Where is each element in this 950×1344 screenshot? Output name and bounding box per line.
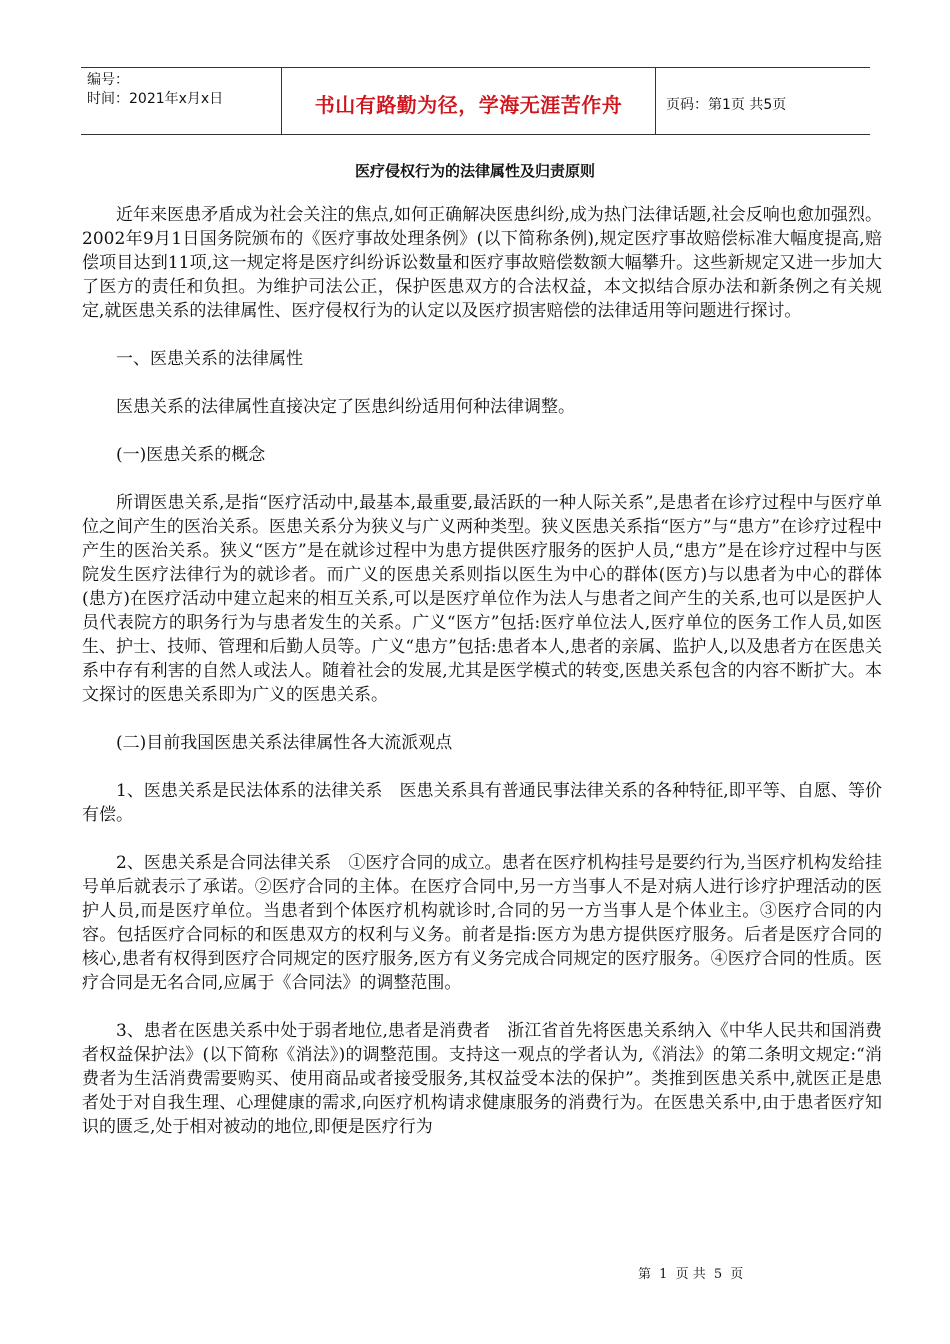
section-heading-1: 一、医患关系的法律属性: [116, 349, 303, 369]
subsection-heading-2: (二)目前我国医患关系法律属性各大流派观点: [116, 733, 453, 753]
paragraph-section-1-intro: 医患关系的法律属性直接决定了医患纠纷适用何种法律调整。: [116, 397, 575, 417]
document-title: 医疗侵权行为的法律属性及归责原则: [354, 162, 595, 180]
footer-page-suffix: 页: [730, 1267, 744, 1282]
header-meta: [81, 68, 282, 134]
footer-page-prefix: 第: [638, 1267, 652, 1282]
paragraph-view-3: 3、患者在医患关系中处于弱者地位,患者是消费者 浙江省首先将医患关系纳入《中华人民共和国消费者权益保护法》(以下简称《消法》)的调整范围。支持这一观点的学者认为,《消法》的第二条明文规定:“消费者为生活消费需要购买、使用商品或者接受服务,其权益受本法的保护”。类推到医患关系中,就医正是患者处于对自我生理、心理健康的需求,向医疗机构请求健康服务的消费行为。在医患关系中,由于患者医疗知识的匮乏,处于相对被动的地位,即便是医疗行为: [82, 1021, 882, 1137]
paragraph-intro: 近年来医患矛盾成为社会关注的焦点,如何正确解决医患纠纷,成为热门法律话题,社会反响也愈加强烈。2002年9月1日国务院颁布的《医疗事故处理条例》(以下简称条例),规定医疗事故赔偿标准大幅度提高,赔偿项目达到11项,这一规定将是医疗纠纷诉讼数量和医疗事故赔偿数额大幅攀升。这些新规定又进一步加大了医方的责任和负担。为维护司法公正，保护医患双方的合法权益，本文拟结合原办法和新条例之有关规定,就医患关系的法律属性、医疗侵权行为的认定以及医疗损害赔偿的法律适用等问题进行探讨。: [82, 205, 882, 321]
document-time-label: 时间：2021年x月x日: [87, 91, 224, 107]
header-motto: 书山有路勤为径，学海无涯苦作舟: [282, 68, 656, 134]
page-header: [81, 67, 870, 135]
paragraph-view-2: 2、医患关系是合同法律关系 ①医疗合同的成立。患者在医疗机构挂号是要约行为,当医疗机构发给挂号单后就表示了承诺。②医疗合同的主体。在医疗合同中,另一方当事人不是对病人进行诊疗护理活动的医护人员,而是医疗单位。当患者到个体医疗机构就诊时,合同的另一方当事人是个体业主。③医疗合同的内容。包括医疗合同标的和医患双方的权利与义务。前者是指:医方为患方提供医疗服务。后者是医疗合同的核心,患者有权得到医疗合同规定的医疗服务,医方有义务完成合同规定的医疗服务。④医疗合同的性质。医疗合同是无名合同,应属于《合同法》的调整范围。: [82, 853, 882, 993]
footer-page-total: 5: [713, 1267, 723, 1282]
footer-page-middle: 页 共: [675, 1267, 706, 1282]
subsection-heading-1: (一)医患关系的概念: [116, 445, 266, 465]
page-footer: [636, 1263, 745, 1282]
paragraph-view-1: 1、医患关系是民法体系的法律关系 医患关系具有普通民事法律关系的各种特征,即平等、自愿、等价有偿。: [82, 781, 882, 825]
document-body: [82, 203, 882, 1163]
footer-page-current: 1: [659, 1267, 668, 1282]
paragraph-concept: 所谓医患关系,是指“医疗活动中,最基本,最重要,最活跃的一种人际关系”,是患者在诊疗过程中与医疗单位之间产生的医治关系。医患关系分为狭义与广义两种类型。狭义医患关系指“医方”与“患方”在诊疗过程中产生的医治关系。狭义“医方”是在就诊过程中为患方提供医疗服务的医护人员,“患方”是在诊疗过程中与医院发生医疗法律行为的就诊者。而广义的医患关系则指以医生为中心的群体(医方)与以患者为中心的群体(患方)在医疗活动中建立起来的相互关系,可以是医疗单位作为法人与患者之间产生的关系,也可以是医护人员代表院方的职务行为与患者发生的关系。广义“医方”包括:医疗单位法人,医疗单位的医务工作人员,如医生、护士、技师、管理和后勤人员等。广义“患方”包括:患者本人,患者的亲属、监护人,以及患者方在医患关系中存有利害的自然人或法人。随着社会的发展,尤其是医学模式的转变,医患关系包含的内容不断扩大。本文探讨的医患关系即为广义的医患关系。: [82, 493, 882, 705]
document-number-label: 编号：: [87, 72, 129, 88]
header-page-info: 页码：第1页 共5页: [666, 97, 787, 113]
